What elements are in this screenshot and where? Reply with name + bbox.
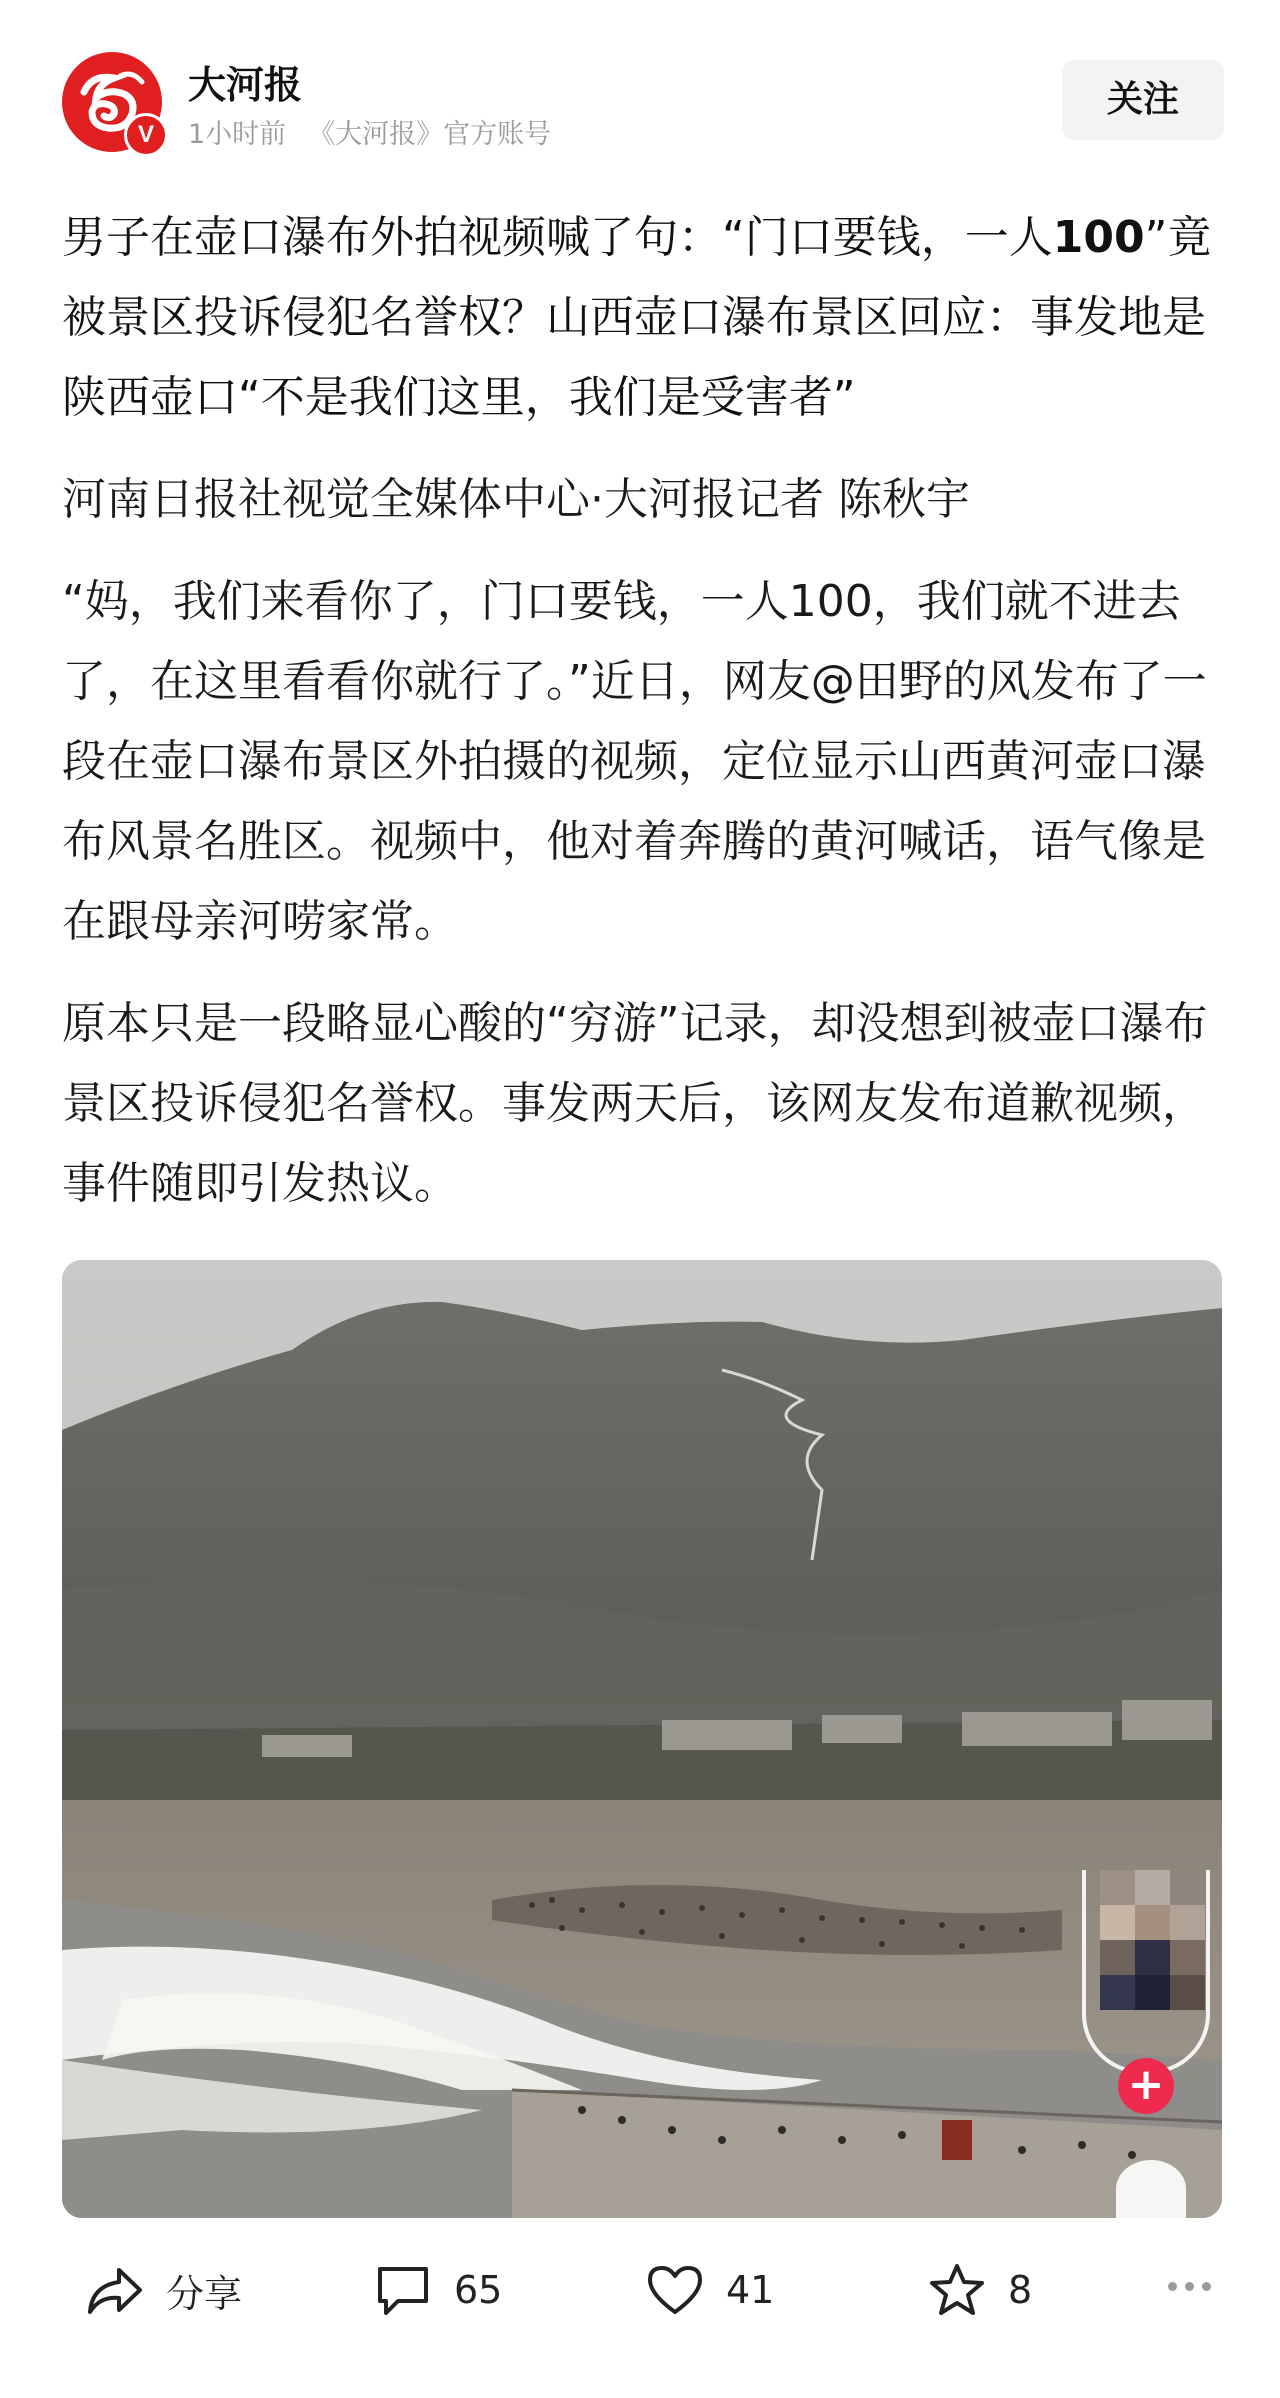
action-bar: [0, 2240, 1280, 2340]
waterfall-scene-image: [62, 1260, 1222, 2218]
article-body: [62, 198, 1222, 1224]
article-photo[interactable]: [62, 1260, 1222, 2218]
post-time: 1小时前: [188, 119, 287, 150]
verified-badge-icon: V: [124, 113, 168, 157]
more-dot-icon: [1202, 2282, 1211, 2291]
comment-icon: [374, 2263, 432, 2317]
more-options-button[interactable]: [1168, 2276, 1228, 2296]
share-label: 分享: [166, 2271, 243, 2316]
article-paragraph: “妈，我们来看你了，门口要钱，一人100，我们就不进去了，在这里看看你就行了。”近日，网友@田野的风发布了一段在壶口瀑布景区外拍摄的视频，定位显示山西黄河壶口瀑布风景名胜区。视频中，他对着奔腾的黄河喊话，语气像是在跟母亲河唠家常。: [62, 576, 1207, 947]
follow-plus-button[interactable]: +: [1118, 2058, 1174, 2114]
share-button[interactable]: [86, 2250, 242, 2330]
account-name[interactable]: 大河报: [188, 63, 303, 107]
account-description: 《大河报》官方账号: [308, 119, 552, 150]
blurred-user-avatar[interactable]: [1100, 1870, 1206, 2010]
like-button[interactable]: [646, 2250, 774, 2330]
favorite-button[interactable]: [928, 2250, 1032, 2330]
article-paragraph: 原本只是一段略显心酸的“穷游”记录，却没想到被壶口瀑布景区投诉侵犯名誉权。事发两天后，该网友发布道歉视频，事件随即引发热议。: [62, 998, 1208, 1209]
article-title: [62, 198, 1222, 438]
article-byline: 河南日报社视觉全媒体中心·大河报记者 陈秋宇: [62, 474, 970, 525]
star-icon: [928, 2262, 986, 2318]
title-text-1: 男子在壶口瀑布外拍视频喊了句：“门口要钱，一人: [62, 212, 1053, 263]
account-meta: [188, 112, 573, 151]
share-icon: [86, 2264, 144, 2316]
like-count: 41: [726, 2268, 775, 2312]
post-header: [0, 0, 1280, 160]
more-dot-icon: [1185, 2282, 1194, 2291]
favorite-count: 8: [1008, 2268, 1033, 2312]
like-overlay-icon: [1116, 2160, 1186, 2218]
title-text-3: ”竟被景区投诉侵犯名誉权？山西壶口瀑布景区回应：事发地是陕西壶口“不是我们这里，我们是受害者”: [62, 212, 1212, 423]
comment-count: 65: [454, 2268, 503, 2312]
follow-button[interactable]: 关注: [1062, 60, 1224, 140]
heart-icon: [646, 2264, 704, 2316]
title-text-2: 100: [1052, 212, 1145, 263]
more-dot-icon: [1168, 2282, 1177, 2291]
comment-button[interactable]: [374, 2250, 502, 2330]
